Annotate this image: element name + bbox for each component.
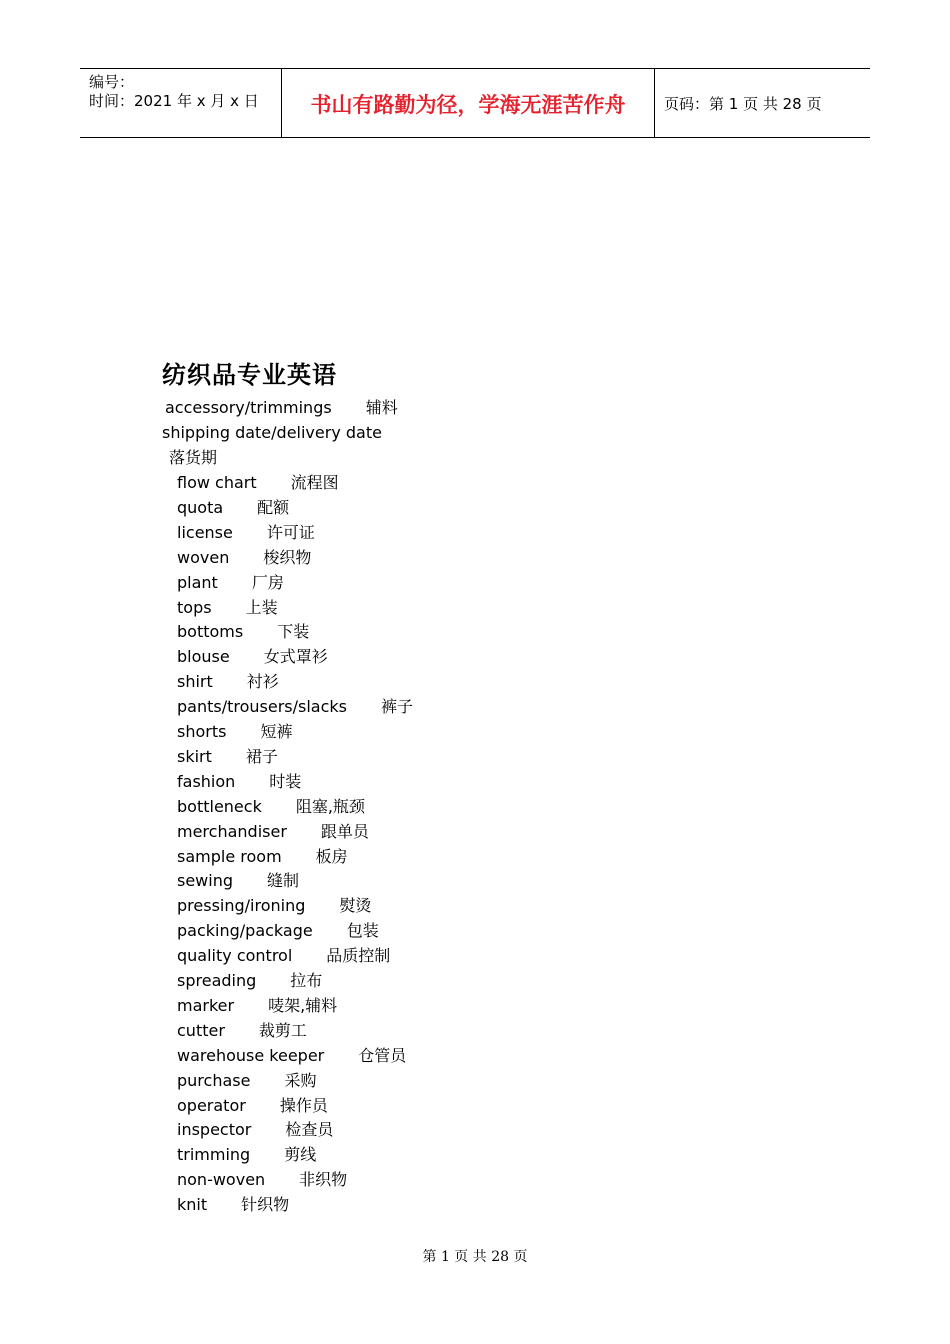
vocab-line xyxy=(177,722,292,742)
vocab-chinese: 厂房 xyxy=(251,572,284,592)
vocab-english: flow chart xyxy=(177,473,257,492)
vocab-english: non-woven xyxy=(177,1170,266,1190)
vocab-line: shipping date/delivery date xyxy=(162,423,382,442)
vocab-chinese: 包装 xyxy=(346,921,379,941)
vocab-chinese: 辅料 xyxy=(365,398,398,417)
page-header xyxy=(80,68,870,138)
vocab-chinese: 剪线 xyxy=(284,1145,317,1165)
vocab-english: pants/trousers/slacks xyxy=(177,697,347,717)
vocab-line xyxy=(177,1071,316,1091)
header-page-cell xyxy=(655,69,870,137)
vocab-line xyxy=(177,672,279,692)
vocab-line xyxy=(177,1046,406,1066)
header-motto-cell xyxy=(281,69,655,137)
vocab-english: knit xyxy=(177,1195,208,1215)
vocab-english: merchandiser xyxy=(177,821,287,841)
vocab-english: sewing xyxy=(177,871,234,891)
vocab-line xyxy=(177,548,311,568)
vocab-chinese: 时装 xyxy=(269,771,302,791)
header-page-info: 页码：第 1 页 共 28 页 xyxy=(664,95,822,113)
vocab-line xyxy=(177,697,413,717)
vocab-chinese: 衬衫 xyxy=(246,672,279,692)
vocab-line xyxy=(177,1096,328,1116)
vocab-english: pressing/ironing xyxy=(177,896,306,916)
vocab-line xyxy=(177,598,278,618)
vocab-english: purchase xyxy=(177,1070,251,1090)
vocab-chinese: 采购 xyxy=(284,1070,317,1090)
vocab-english: tops xyxy=(177,597,212,617)
vocab-chinese: 上装 xyxy=(245,597,278,617)
vocab-line xyxy=(177,473,339,493)
vocab-chinese: 许可证 xyxy=(266,522,315,542)
vocab-english: accessory/trimmings xyxy=(165,398,332,417)
vocab-chinese: 女式罩衫 xyxy=(263,647,328,667)
vocab-chinese: 非织物 xyxy=(299,1170,348,1190)
vocab-line xyxy=(177,1021,307,1041)
header-number-label: 编号： xyxy=(89,73,135,91)
vocab-english: trimming xyxy=(177,1145,251,1165)
vocab-english: marker xyxy=(177,995,235,1015)
vocab-line xyxy=(177,747,278,767)
vocab-line xyxy=(177,896,371,916)
vocab-line xyxy=(177,971,322,991)
vocab-chinese: 阻塞,瓶颈 xyxy=(295,796,365,816)
vocab-chinese: 仓管员 xyxy=(358,1045,407,1065)
vocab-line xyxy=(177,498,289,518)
header-time-label: 时间：2021 年 x 月 x 日 xyxy=(89,92,259,110)
vocab-line xyxy=(177,622,309,642)
vocab-english: shorts xyxy=(177,722,227,741)
vocab-english: woven xyxy=(177,547,230,567)
header-motto: 书山有路勤为径，学海无涯苦作舟 xyxy=(310,93,626,117)
vocab-english: spreading xyxy=(177,971,257,990)
vocab-line xyxy=(165,398,398,418)
vocab-chinese: 唛架,辅料 xyxy=(268,995,338,1015)
vocab-english: operator xyxy=(177,1095,246,1115)
vocab-english: inspector xyxy=(177,1120,252,1140)
vocab-chinese: 品质控制 xyxy=(326,946,391,966)
vocab-line xyxy=(177,822,369,842)
vocab-chinese: 裁剪工 xyxy=(258,1020,307,1040)
vocab-line xyxy=(177,647,328,667)
vocab-chinese: 裤子 xyxy=(381,697,414,717)
vocab-line xyxy=(177,996,337,1016)
vocab-chinese: 板房 xyxy=(315,846,348,866)
vocab-line xyxy=(177,1195,289,1215)
vocab-chinese: 梭织物 xyxy=(263,547,312,567)
vocab-line xyxy=(177,797,365,817)
vocab-english: plant xyxy=(177,572,218,592)
vocab-english: skirt xyxy=(177,746,212,766)
vocab-chinese: 裙子 xyxy=(245,746,278,766)
vocab-english: shirt xyxy=(177,672,213,692)
vocab-english: warehouse keeper xyxy=(177,1045,325,1065)
vocab-line: 落货期 xyxy=(169,448,218,467)
vocab-english: packing/package xyxy=(177,921,313,941)
document-title: 纺织品专业英语 xyxy=(162,360,337,389)
vocab-chinese: 检查员 xyxy=(285,1120,334,1140)
vocab-line xyxy=(177,921,379,941)
vocab-chinese: 操作员 xyxy=(279,1095,328,1115)
vocab-english: bottoms xyxy=(177,622,244,642)
vocab-line xyxy=(177,573,284,593)
vocab-chinese: 跟单员 xyxy=(320,821,369,841)
vocab-line xyxy=(177,772,301,792)
vocab-line xyxy=(177,871,299,891)
vocab-line xyxy=(177,1170,347,1190)
vocab-line xyxy=(177,1120,333,1140)
vocab-chinese: 针织物 xyxy=(241,1195,290,1215)
vocab-english: sample room xyxy=(177,846,282,866)
vocab-chinese: 流程图 xyxy=(290,473,339,492)
vocab-english: license xyxy=(177,522,233,542)
vocab-chinese: 配额 xyxy=(257,497,290,517)
vocab-english: quota xyxy=(177,497,224,517)
vocab-line xyxy=(177,946,390,966)
vocab-chinese: 拉布 xyxy=(290,971,323,990)
vocab-english: cutter xyxy=(177,1020,225,1040)
vocab-line xyxy=(177,847,348,867)
vocab-chinese: 缝制 xyxy=(267,871,300,891)
vocab-english: fashion xyxy=(177,771,236,791)
vocab-english: quality control xyxy=(177,946,293,966)
page-footer: 第 1 页 共 28 页 xyxy=(422,1249,528,1265)
vocab-chinese: 短裤 xyxy=(260,722,293,741)
vocab-line xyxy=(177,523,315,543)
vocab-english: blouse xyxy=(177,647,230,667)
vocab-chinese: 下装 xyxy=(277,622,310,642)
vocab-line xyxy=(177,1145,316,1165)
vocab-chinese: 熨烫 xyxy=(339,896,372,916)
vocab-english: bottleneck xyxy=(177,796,262,816)
header-info-cell xyxy=(80,69,280,137)
